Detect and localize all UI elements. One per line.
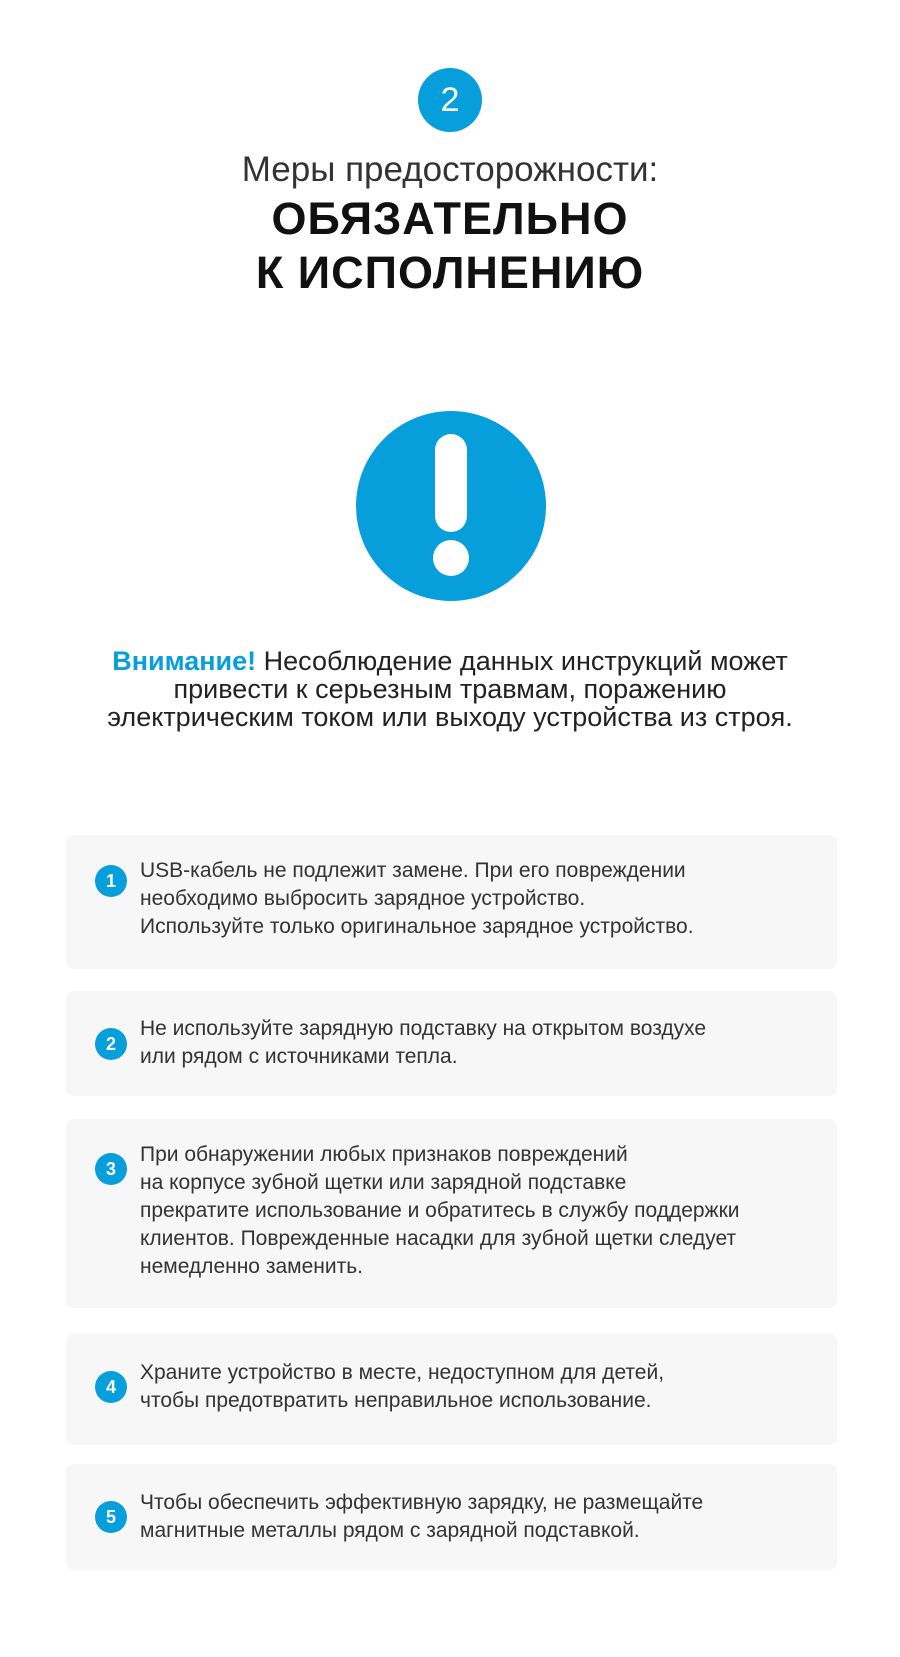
item-text-line: немедленно заменить. [140, 1255, 363, 1278]
item-text-line: Используйте только оригинальное зарядное устройство. [140, 915, 694, 938]
item-text-line: клиентов. Поврежденные насадки для зубной щетки следует [140, 1227, 737, 1250]
item-text-line: на корпусе зубной щетки или зарядной подставке [140, 1171, 627, 1194]
precaution-item-5 [66, 1464, 837, 1570]
item-number-badge: 4 [95, 1371, 127, 1403]
item-text [140, 1489, 820, 1545]
item-number-badge: 5 [95, 1501, 127, 1533]
exclamation-circle-icon [351, 406, 551, 606]
item-text [140, 1359, 820, 1415]
item-text-line: необходимо выбросить зарядное устройство. [140, 887, 586, 910]
item-text [140, 1015, 820, 1071]
item-number-badge: 2 [95, 1028, 127, 1060]
precaution-item-1 [66, 835, 837, 969]
item-text-line: При обнаружении любых признаков повреждений [140, 1143, 628, 1166]
item-text-line: Чтобы обеспечить эффективную зарядку, не размещайте [140, 1491, 704, 1514]
precaution-item-4 [66, 1333, 837, 1445]
item-text-line: Храните устройство в месте, недоступном для детей, [140, 1361, 665, 1384]
warning-label: Внимание! [112, 646, 257, 676]
item-text [140, 1141, 820, 1281]
item-text-line: или рядом с источниками тепла. [140, 1045, 458, 1068]
item-number-badge: 3 [95, 1153, 127, 1185]
item-text-line: прекратите использование и обратитесь в службу поддержки [140, 1199, 740, 1222]
item-text-line: чтобы предотвратить неправильное использование. [140, 1389, 652, 1412]
warning-message [90, 647, 810, 731]
precaution-item-2 [66, 991, 837, 1096]
item-text [140, 857, 820, 941]
title-line-2: К ИСПОЛНЕНИЮ [255, 247, 645, 298]
title-line-1: ОБЯЗАТЕЛЬНО [271, 193, 629, 244]
item-text-line: USB-кабель не подлежит замене. При его повреждении [140, 859, 686, 882]
item-text-line: Не используйте зарядную подставку на открытом воздухе [140, 1017, 707, 1040]
step-number-badge: 2 [418, 68, 482, 132]
item-text-line: магнитные металлы рядом с зарядной подставкой. [140, 1519, 640, 1542]
page-title [0, 192, 900, 300]
page-subtitle: Меры предосторожности: [241, 150, 659, 189]
warning-body: Несоблюдение данных инструкций может привести к серьезным травмам, поражению электрическим током или выходу устройства из строя. [107, 646, 793, 732]
precaution-item-3 [66, 1119, 837, 1308]
item-number-badge: 1 [95, 865, 127, 897]
